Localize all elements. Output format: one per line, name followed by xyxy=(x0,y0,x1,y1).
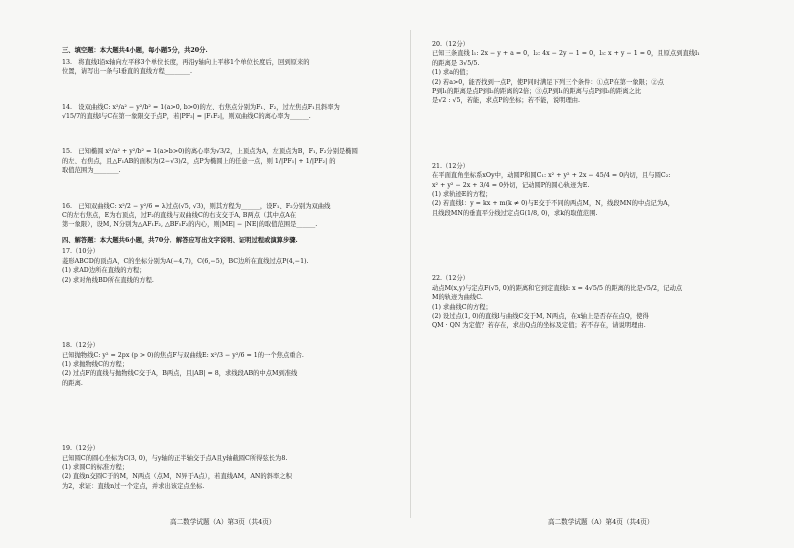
question-15: 15. 已知椭圆 x²/a² + y²/b² = 1(a>b>0)的离心率为√3/2，上顶点为A，左顶点为B，F₁, F₂分别是椭圆 的左、右焦点，且△F₁AB的面积为(2−√3)/2，点P为椭圆上的任意一点，则 1/|PF₁| + 1/|PF₂| 的 取值范围为________. xyxy=(62,148,358,175)
question-21: 21.（12分） 在平面直角坐标系xOy中，动圆P和圆C₁: x² + y² + 2x − 45/4 = 0内切，且与圆C₂: x² + y² − 2x + 3/4 = 0外切，记动圆P的圆心轨迹为E. (1) 求轨迹E的方程； (2) 若直线l：y = kx + m(k ≠ 0)与E交于不同的两点M，N，线段MN的中点记为A， 且线段MN的垂直平分线过定点G(1/8, 0)，求k的取值范围. xyxy=(432,162,674,217)
question-18: 18.（12分） 已知抛物线C: y² = 2px (p > 0)的焦点F与双曲线E: x²/3 − y²/6 = 1的一个焦点重合. (1) 求抛物线C的方程； (2) 过点F的直线与抛物线C交于A，B两点，且|AB| = 8，求线段AB的中点M到准线 的距离. xyxy=(62,342,304,387)
question-19: 19.（12分） 已知圆C的圆心坐标为C(3, 0)，与y轴的正半轴交于点A且y轴截圆C所得弦长为8. (1) 求圆C的标准方程； (2) 直线n交圆C于的M，N两点（点M，N异于A点），若直线AM，AN的斜率之积 为2，求证：直线n过一个定点，并求出该定点坐标. xyxy=(62,445,292,490)
question-14: 14. 设双曲线C: x²/a² − y²/b² = 1(a>0, b>0)的左、右焦点分别为F₁、F₂，过左焦点F₁且斜率为 √15/7的直线l与C在第一象限交于点P，若|PF₂| = |F₁F₂|，则双曲线C的离心率为______. xyxy=(62,103,340,120)
page-4-footer: 高二数学试题（A）第4页（共4页） xyxy=(548,518,654,526)
question-13: 13. 将直线l沿x轴向左平移3个单位长度，再沿y轴向上平移1个单位长度后，回到原来的 位置，请写出一条与l垂直的直线方程________. xyxy=(62,58,310,76)
page-3-column xyxy=(62,40,394,495)
page-4-column xyxy=(432,40,758,335)
section-4-heading: 四、解答题：本大题共6小题，共70分．解答应写出文字说明、证明过程或演算步骤. xyxy=(62,237,298,245)
question-20: 20.（12分） 已知三条直线 l₁: 2x − y + a = 0，l₂: 4x − 2y − 1 = 0，l₃: x + y − 1 = 0，且原点到直线l₁ 的距离是 3√5/5. (1) 求a的值； (2) 若a>0，能否找到一点P，使P同时满足下列三个条件：①点P在第一象限；②点 P到l₁的距离是点P到l₂的距离的2倍；③点P到l₁的距离与点P到l₃的距离之比 是√2 : √5，若能，求点P的坐标；若不能，说明理由. xyxy=(432,41,700,105)
section-3-heading: 三、填空题：本大题共4小题，每小题5分，共20分. xyxy=(62,47,208,55)
page-3-footer: 高二数学试题（A）第3页（共4页） xyxy=(170,518,276,526)
question-22: 22.（12分） 动点M(x,y)与定点F(√5, 0)的距离和它到定直线l: x = 4√5/5 的距离的比是√5/2，记动点 M的轨迹为曲线C. (1) 求曲线C的方程； (2) 设过点(1, 0)的直线l与曲线C交于M, N两点，在x轴上是否存在点Q，使得 QM · QN 为定值？若存在，求出Q点的坐标及定值；若不存在，请说明理由. xyxy=(432,275,683,330)
column-divider xyxy=(410,30,411,518)
question-17: 17.（10分） 菱形ABCD的顶点A，C的坐标分别为A(−4,7)，C(6,−5)，BC边所在直线过点P(4,−1). (1) 求AD边所在直线的方程； (2) 求对角线BD所在直线的方程. xyxy=(62,248,309,284)
question-16: 16. 已知双曲线C: x²/2 − y²/6 = λ过点(√5, √3)，则其方程为______，设F₁、F₂分别为双曲线 C的左右焦点，E为右顶点，过F₂的直线与双曲线C的右支交于A, B两点（其中点A在 第一象限），设M, N分别为△AF₁F₂, △BF₁F₂的内心，则|ME| − |NE|的取值范围是______. xyxy=(62,202,331,229)
